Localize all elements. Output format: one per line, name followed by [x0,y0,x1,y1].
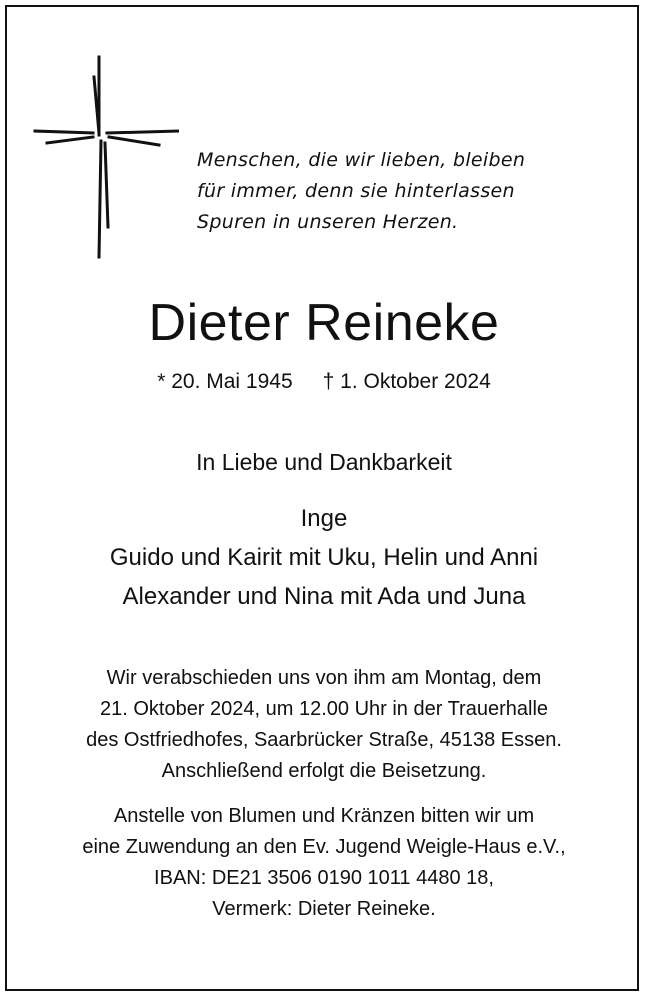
greeting-line: In Liebe und Dankbarkeit [196,449,452,475]
death-date: † 1. Oktober 2024 [322,370,491,393]
donation-line: eine Zuwendung an den Ev. Jugend Weigle-Haus e.V., [82,836,566,858]
cross-icon [29,47,179,259]
ceremony-line: 21. Oktober 2024, um 12.00 Uhr in der Trauerhalle [99,698,549,720]
ceremony-line: des Ostfriedhofes, Saarbrücker Straße, 45138 Essen. [86,729,562,751]
family-list [7,499,641,616]
quote-line: Spuren in unseren Herzen. [197,211,459,233]
ceremony-line: Wir verabschieden uns von ihm am Montag, dem [106,667,542,689]
birth-date: * 20. Mai 1945 [157,370,293,393]
memorial-quote [197,145,617,238]
family-line: Inge [300,505,348,532]
deceased-name: Dieter Reineke [148,294,500,352]
donation-line: Anstelle von Blumen und Kränzen bitten wir um [113,805,535,827]
quote-line: für immer, denn sie hinterlassen [197,180,515,202]
donation-line: IBAN: DE21 3506 0190 1011 4480 18, [154,867,494,889]
obituary-notice [5,5,639,991]
ceremony-info [7,663,641,787]
family-line: Alexander und Nina mit Ada und Juna [122,583,526,610]
life-dates [7,367,641,397]
donation-info [7,801,641,925]
donation-line: Vermerk: Dieter Reineke. [212,898,436,920]
family-line: Guido und Kairit mit Uku, Helin und Anni [109,544,539,571]
ceremony-line: Anschließend erfolgt die Beisetzung. [161,760,487,782]
quote-line: Menschen, die wir lieben, bleiben [197,149,526,171]
